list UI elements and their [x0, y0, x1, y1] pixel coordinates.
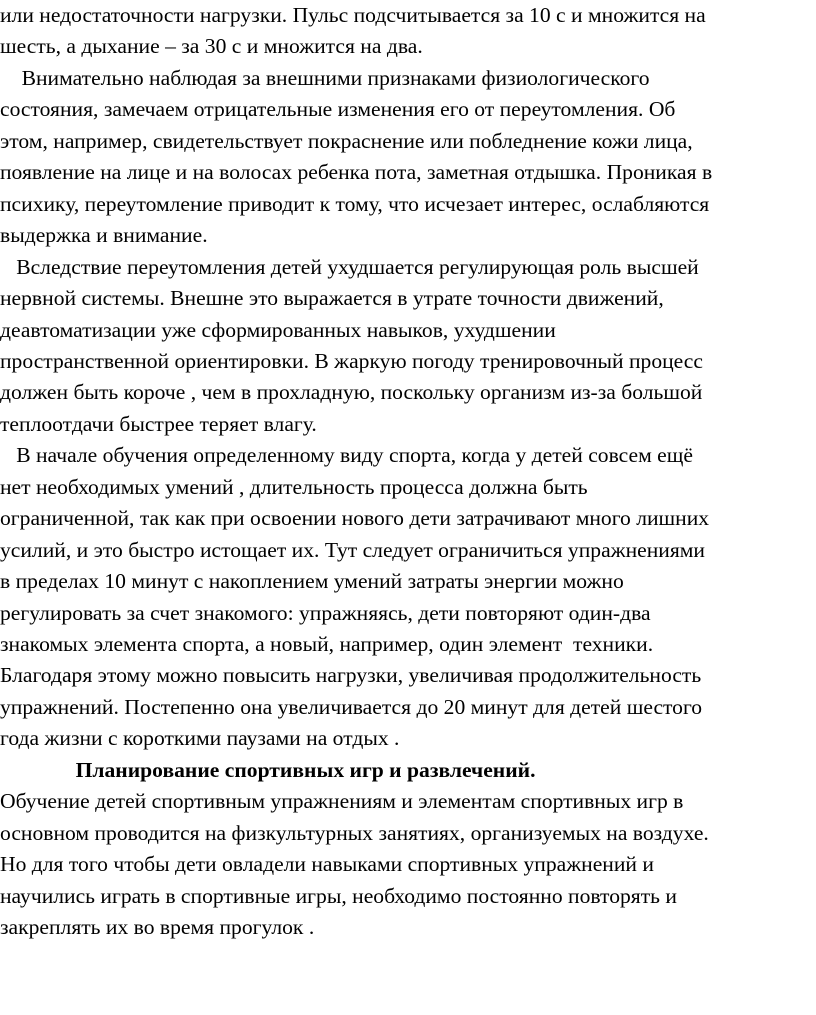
text-line: регулировать за счет знакомого: упражняясь, дети повторяют один-два [0, 600, 651, 625]
text-line: усилий, и это быстро истощает их. Тут следует ограничиться упражнениями [0, 537, 705, 562]
text-line: нет необходимых умений , длительность процесса должна быть [0, 474, 588, 499]
text-line: психику, переутомление приводит к тому, что исчезает интерес, ослабляются [0, 191, 710, 216]
text-line: этом, например, свидетельствует покраснение или побледнение кожи лица, [0, 128, 693, 153]
text-line: Благодаря этому можно повысить нагрузки, увеличивая продолжительность [0, 663, 702, 688]
text-line: теплоотдачи быстрее теряет влагу. [0, 411, 317, 436]
text-line: появление на лице и на волосах ребенка пота, заметная отдышка. Проникая в [0, 160, 713, 185]
text-line: нервной системы. Внешне это выражается в утрате точности движений, [0, 286, 664, 311]
text-line: В начале обучения определенному виду спорта, когда у детей совсем ещё [0, 443, 693, 468]
text-line: должен быть короче , чем в прохладную, поскольку организм из-за большой [0, 380, 703, 405]
text-line: шесть, а дыхание – за 30 с и множится на два. [0, 34, 423, 59]
text-line: деавтоматизации уже сформированных навыков, ухудшении [0, 317, 556, 342]
text-line: состояния, замечаем отрицательные изменения его от переутомления. Об [0, 97, 676, 122]
text-line: упражнений. Постепенно она увеличивается до 20 минут для детей шестого [0, 694, 703, 719]
text-line: Вследствие переутомления детей ухудшается регулирующая роль высшей [0, 254, 699, 279]
text-line: в пределах 10 минут с накоплением умений затраты энергии можно [0, 569, 624, 594]
text-line: Обучение детей спортивным упражнениям и элементам спортивных игр в [0, 789, 684, 814]
text-line: закреплять их во время прогулок . [0, 915, 315, 940]
text-line: пространственной ориентировки. В жаркую погоду тренировочный процесс [0, 348, 703, 373]
text-line: научились играть в спортивные игры, необходимо постоянно повторять и [0, 883, 677, 908]
text-line: выдержка и внимание. [0, 223, 208, 248]
text-line: Но для того чтобы дети овладели навыками спортивных упражнений и [0, 852, 654, 877]
text-line: Внимательно наблюдая за внешними признаками физиологического [0, 65, 650, 90]
text-line: или недостаточности нагрузки. Пульс подсчитывается за 10 с и множится на [0, 3, 706, 27]
text-line: основном проводится на физкультурных занятиях, организуемых на воздухе. [0, 820, 709, 845]
text-line: знакомых элемента спорта, а новый, например, один элемент техники. [0, 632, 654, 656]
text-line: ограниченной, так как при освоении нового дети затрачивают много лишних [0, 506, 710, 531]
text-line: года жизни с короткими паузами на отдых . [0, 726, 400, 751]
section-heading: Планирование спортивных игр и развлечений. [0, 757, 536, 782]
